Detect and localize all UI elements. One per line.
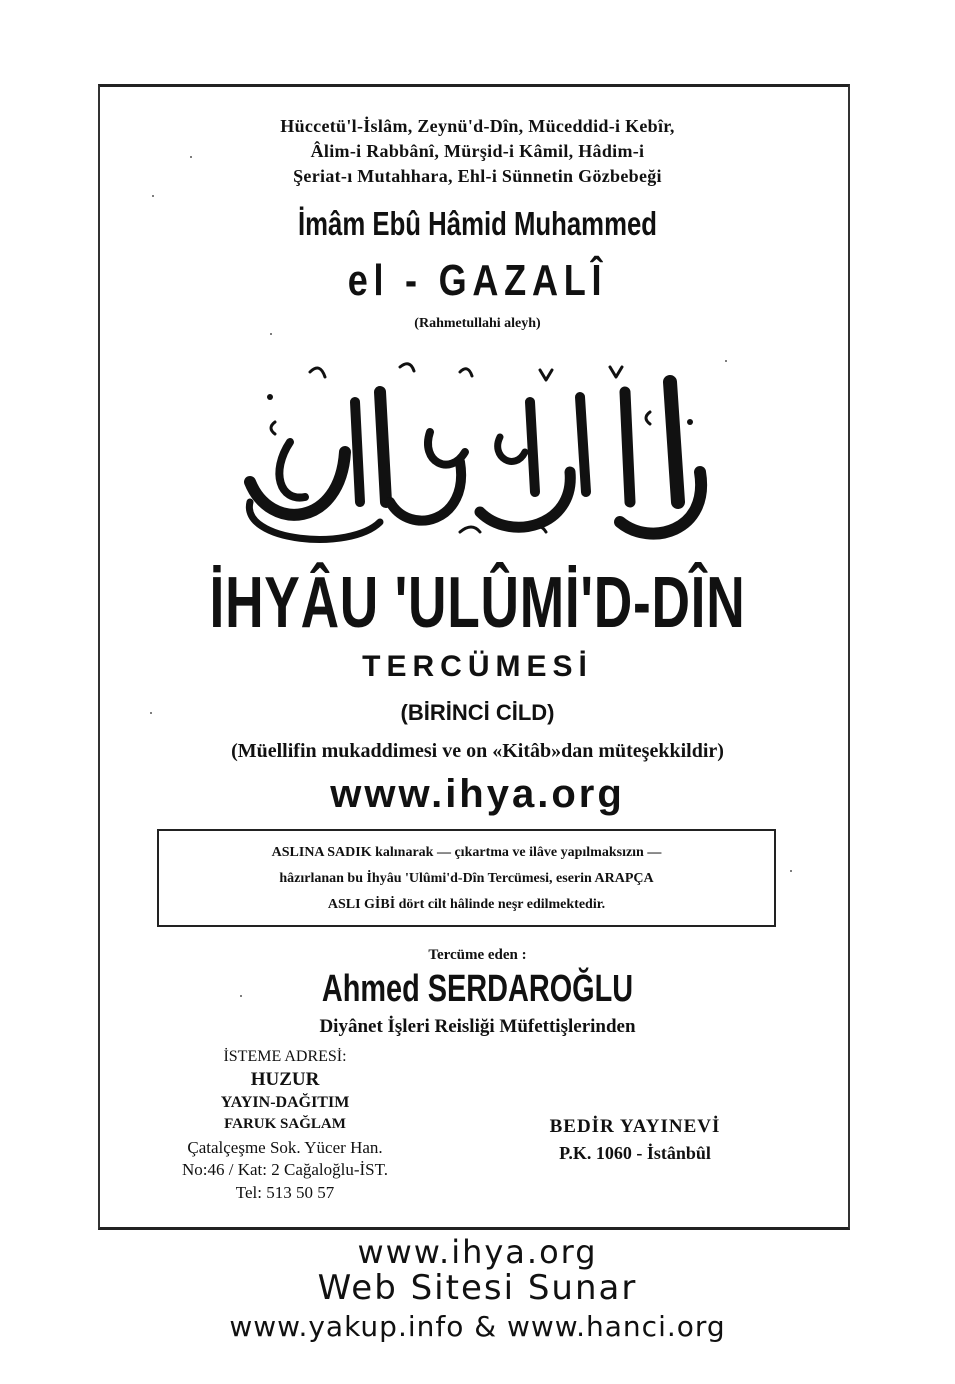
author-name: el - GAZALÎ [347,256,608,305]
notice-line-2: hâzırlanan bu İhyâu 'Ulûmi'd-Dîn Tercümesi, eserin ARAPÇA [279,871,654,886]
author-line: İmâm Ebû Hâmid Muhammed [298,205,657,242]
scan-speck [152,195,154,197]
volume-label: (BİRİNCİ CİLD) [400,700,555,725]
footer-website[interactable]: www.ihya.org [357,1233,598,1271]
scan-speck [240,995,242,997]
address-company: YAYIN-DAĞITIM [220,1094,350,1111]
address-number: No:46 / Kat: 2 Cağaloğlu-İST. [181,1160,389,1179]
book-subtitle: TERCÜMESİ [362,650,593,683]
publisher-pobox: P.K. 1060 - İstânbûl [559,1143,711,1163]
scan-speck [150,712,152,714]
book-title: İHYÂU 'ULÛMİ'D-DÎN [209,563,746,643]
scan-speck [270,333,272,335]
address-label: İSTEME ADRESİ: [223,1048,347,1065]
notice-box [157,829,776,927]
notice-line-1: ASLINA SADIK kalınarak — çıkartma ve ilâve yapılmaksızın — [271,845,662,860]
translator-title: Diyânet İşleri Reisliği Müfettişlerinden [319,1016,636,1037]
notice-line-3: ASLI GİBİ dört cilt hâlinde neşr edilmektedir. [327,897,606,912]
honorific-line-1: Hüccetü'l-İslâm, Zeynü'd-Dîn, Müceddid-i Kebîr, [280,116,675,136]
scan-speck [725,360,727,362]
translator-label: Tercüme eden : [428,947,527,963]
book-description: (Müellifin mukaddimesi ve on «Kitâb»dan müteşekkildir) [231,740,724,762]
blessing-text: (Rahmetullahi aleyh) [414,316,541,331]
translator-name: Ahmed SERDAROĞLU [321,968,634,1010]
honorific-line-3: Şeriat-ı Mutahhara, Ehl-i Sünnetin Gözbebeği [293,166,662,186]
scan-speck [790,870,792,872]
website-url[interactable]: www.ihya.org [330,772,625,816]
address-phone: Tel: 513 50 57 [235,1183,335,1202]
honorific-line-2: Âlim-i Rabbânî, Mürşid-i Kâmil, Hâdim-i [310,141,645,161]
publisher-name: BEDİR YAYINEVİ [549,1116,721,1137]
arabic-calligraphy-icon [230,352,720,552]
footer-partner-sites[interactable]: www.yakup.info & www.hanci.org [229,1310,726,1343]
address-name: HUZUR [250,1069,320,1090]
address-person: FARUK SAĞLAM [224,1116,346,1132]
address-street: Çatalçeşme Sok. Yücer Han. [187,1138,383,1157]
footer-presents: Web Sitesi Sunar [317,1268,638,1308]
scan-speck [190,156,192,158]
